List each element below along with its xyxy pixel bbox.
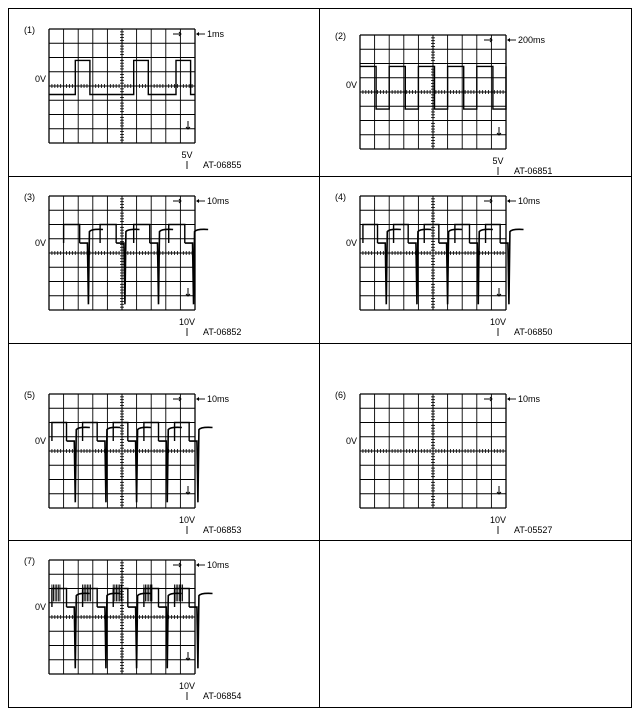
waveform-pulse [486,225,501,244]
zero-volt-label: 0V [34,73,46,84]
zero-volt-label: 0V [345,238,357,249]
waveform-pulse [134,225,150,244]
figure-code-label: AT-06855 [203,160,242,170]
zero-volt-label: 0V [345,436,357,447]
leader-arrowhead-icon [507,199,510,203]
figure-index-label: (3) [24,192,35,202]
waveform-pulse [64,225,80,244]
zero-volt-label: 0V [34,602,46,613]
leader-arrowhead-icon [196,199,199,203]
figure-index-label: (4) [335,192,346,202]
time-scale-label: 10ms [207,196,230,206]
leader-arrowhead-icon [196,397,199,401]
volt-scale-arrow-icon [186,652,190,660]
volt-scale-label: 10V [178,681,196,691]
oscilloscope-grid [49,29,195,143]
waveform-pulse [175,423,190,442]
figure-index-label: (2) [335,31,346,41]
waveform-pulse [175,589,190,608]
waveform-pulse [52,423,67,442]
oscilloscope-figure-table [8,8,632,708]
volt-scale-arrow-icon [497,486,501,494]
time-scale-label: 10ms [207,560,230,570]
figure-code-label: AT-06854 [203,691,242,701]
figure-index-label: (7) [24,556,35,566]
time-scale-arrow-icon [484,38,492,42]
oscilloscope-figure-3 [9,177,319,343]
leader-arrowhead-icon [507,397,510,401]
waveform-pulse [52,589,67,608]
time-scale-label: 10ms [207,394,230,404]
figure-index-label: (5) [24,390,35,400]
figure-index-label: (6) [335,390,346,400]
figure-cell-4 [320,177,632,344]
time-scale-arrow-icon [173,563,181,567]
oscilloscope-figure-2 [320,9,631,176]
time-scale-arrow-icon [484,199,492,203]
time-scale-arrow-icon [173,199,181,203]
figure-cell-3 [9,177,320,344]
figure-code-label: AT-06851 [514,166,553,176]
volt-scale-label: 5V [181,150,193,160]
time-scale-arrow-icon [173,32,181,36]
oscilloscope-grid [360,196,506,310]
time-scale-label: 1ms [207,29,225,39]
time-scale-label: 10ms [518,394,541,404]
oscilloscope-grid [360,394,506,508]
oscilloscope-grid [360,35,506,149]
volt-scale-arrow-icon [497,288,501,296]
volt-scale-arrow-icon [497,127,501,135]
waveform-pulse [83,423,98,442]
zero-volt-label: 0V [34,436,46,447]
volt-scale-label: 10V [178,515,196,525]
waveform-pulse [394,225,409,244]
volt-scale-label: 10V [489,515,507,525]
figure-cell-5 [9,344,320,541]
waveform-pulse [83,589,98,608]
oscilloscope-figure-4 [320,177,631,343]
oscilloscope-figure-5 [9,344,319,540]
figure-cell-6 [320,344,632,541]
time-scale-arrow-icon [484,397,492,401]
time-scale-label: 10ms [518,196,541,206]
figure-code-label: AT-06852 [203,327,242,337]
time-scale-arrow-icon [173,397,181,401]
oscilloscope-figure-7 [9,541,319,707]
figure-index-label: (1) [24,25,35,35]
waveform-pulse [169,225,185,244]
volt-scale-arrow-icon [186,288,190,296]
oscilloscope-grid [49,394,195,508]
leader-arrowhead-icon [196,563,199,567]
oscilloscope-grid [49,560,195,674]
figure-cell-2 [320,9,632,177]
volt-scale-label: 10V [178,317,196,327]
figure-code-label: AT-05527 [514,525,553,535]
volt-scale-arrow-icon [186,121,190,129]
volt-scale-arrow-icon [186,486,190,494]
oscilloscope-figure-1 [9,9,319,176]
oscilloscope-figure-6 [320,344,631,540]
leader-arrowhead-icon [507,38,510,42]
empty-cell [320,541,632,708]
oscilloscope-grid [49,196,195,310]
figure-cell-7 [9,541,320,708]
waveform-pulse [363,225,378,244]
zero-volt-label: 0V [345,79,357,90]
figure-cell-1 [9,9,320,177]
volt-scale-label: 10V [489,317,507,327]
figure-code-label: AT-06850 [514,327,553,337]
waveform [64,225,209,305]
leader-arrowhead-icon [196,32,199,36]
figure-code-label: AT-06853 [203,525,242,535]
time-scale-label: 200ms [518,35,546,45]
waveform-pulse [100,225,116,244]
waveform-noise [52,585,60,602]
zero-volt-label: 0V [34,238,46,249]
volt-scale-label: 5V [492,156,504,166]
